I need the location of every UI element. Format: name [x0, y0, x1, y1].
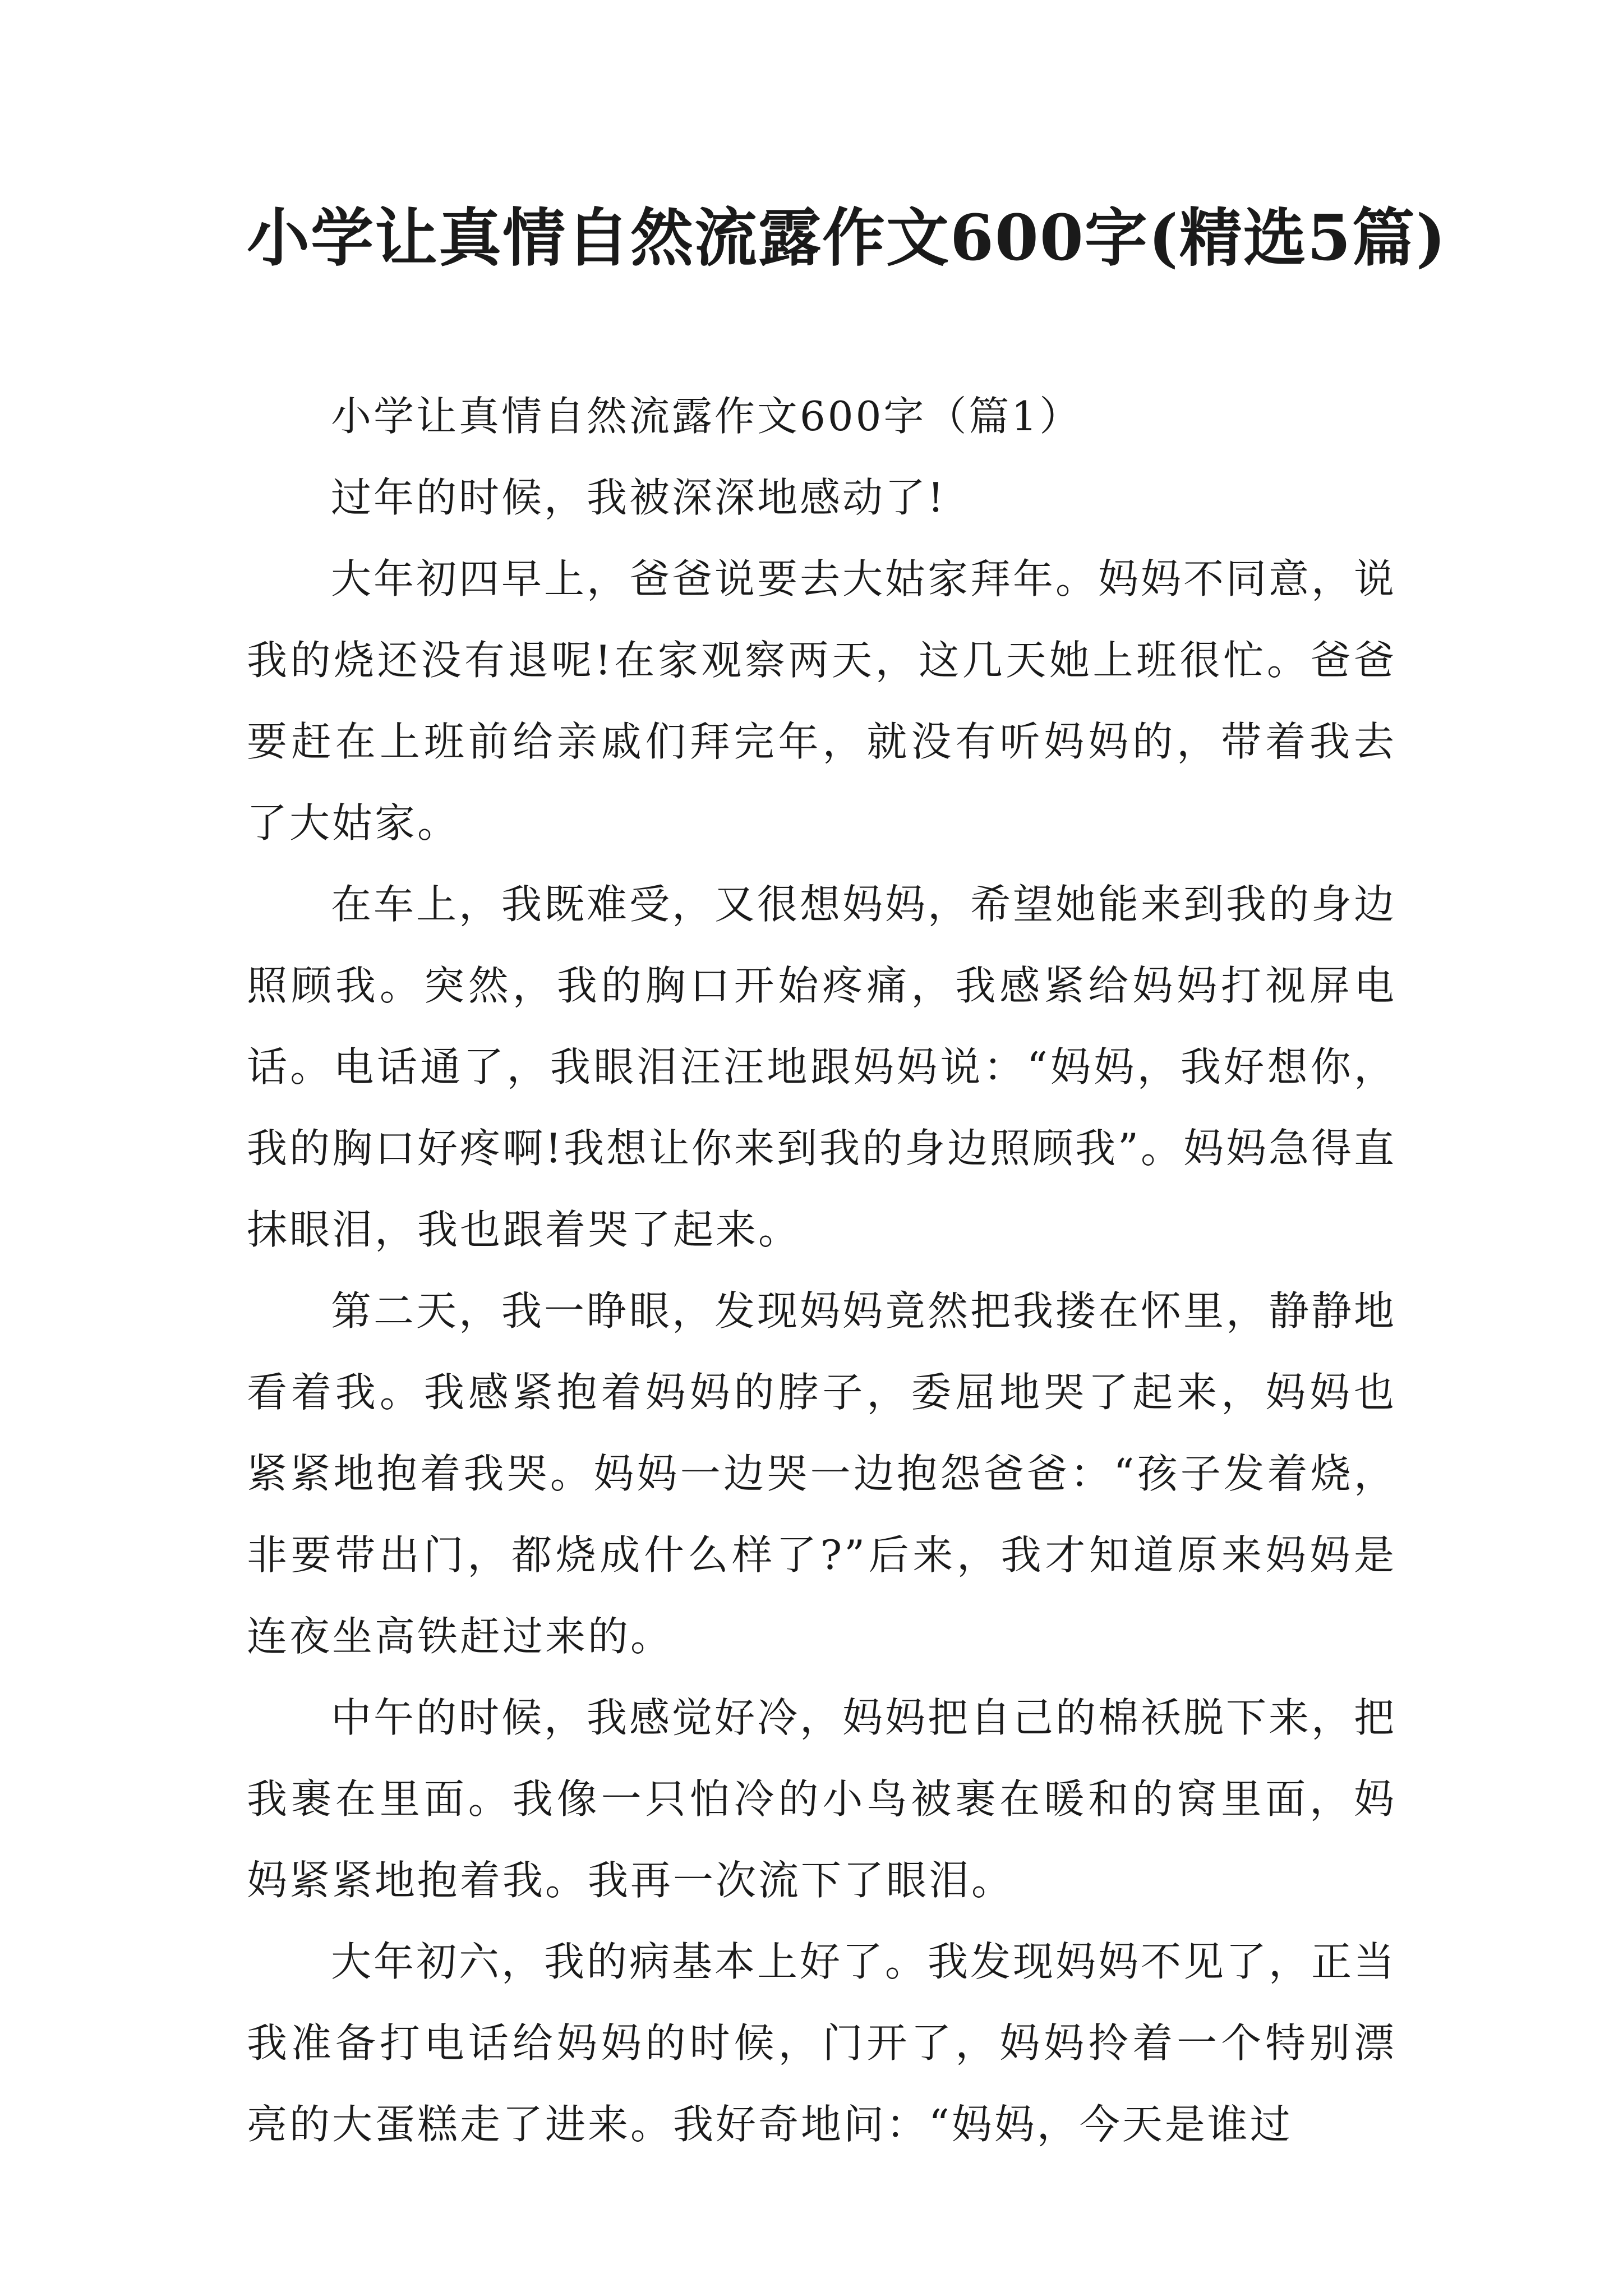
paragraph: 大年初六，我的病基本上好了。我发现妈妈不见了，正当我准备打电话给妈妈的时候，门开了，妈妈拎着一个特别漂亮的大蛋糕走了进来。我好奇地问：“妈妈，今天是谁过	[247, 1938, 1397, 2148]
paragraph: 过年的时候，我被深深地感动了!	[331, 474, 946, 521]
document-title: 小学让真情自然流露作文600字(精选5篇)	[247, 201, 1447, 275]
paragraph: 第二天，我一睁眼，发现妈妈竟然把我搂在怀里，静静地看着我。我感紧抱着妈妈的脖子，委屈地哭了起来，妈妈也紧紧地抱着我哭。妈妈一边哭一边抱怨爸爸：“孩子发着烧，非要带出门，都烧成什么样了?”后来，我才知道原来妈妈是连夜坐高铁赶过来的。	[247, 1287, 1397, 1660]
paragraph: 中午的时候，我感觉好冷，妈妈把自己的棉袄脱下来，把我裹在里面。我像一只怕冷的小鸟被裹在暖和的窝里面，妈妈紧紧地抱着我。我再一次流下了眼泪。	[247, 1694, 1397, 1904]
paragraph: 大年初四早上，爸爸说要去大姑家拜年。妈妈不同意，说我的烧还没有退呢!在家观察两天，这几天她上班很忙。爸爸要赶在上班前给亲戚们拜完年，就没有听妈妈的，带着我去了大姑家。	[247, 555, 1397, 846]
section-heading: 小学让真情自然流露作文600字（篇1）	[331, 393, 1082, 440]
paragraph: 在车上，我既难受，又很想妈妈，希望她能来到我的身边照顾我。突然，我的胸口开始疼痛，我感紧给妈妈打视屏电话。电话通了，我眼泪汪汪地跟妈妈说：“妈妈，我好想你，我的胸口好疼啊!我想让你来到我的身边照顾我”。妈妈急得直抹眼泪，我也跟着哭了起来。	[247, 881, 1397, 1253]
document-body	[247, 376, 1396, 2165]
